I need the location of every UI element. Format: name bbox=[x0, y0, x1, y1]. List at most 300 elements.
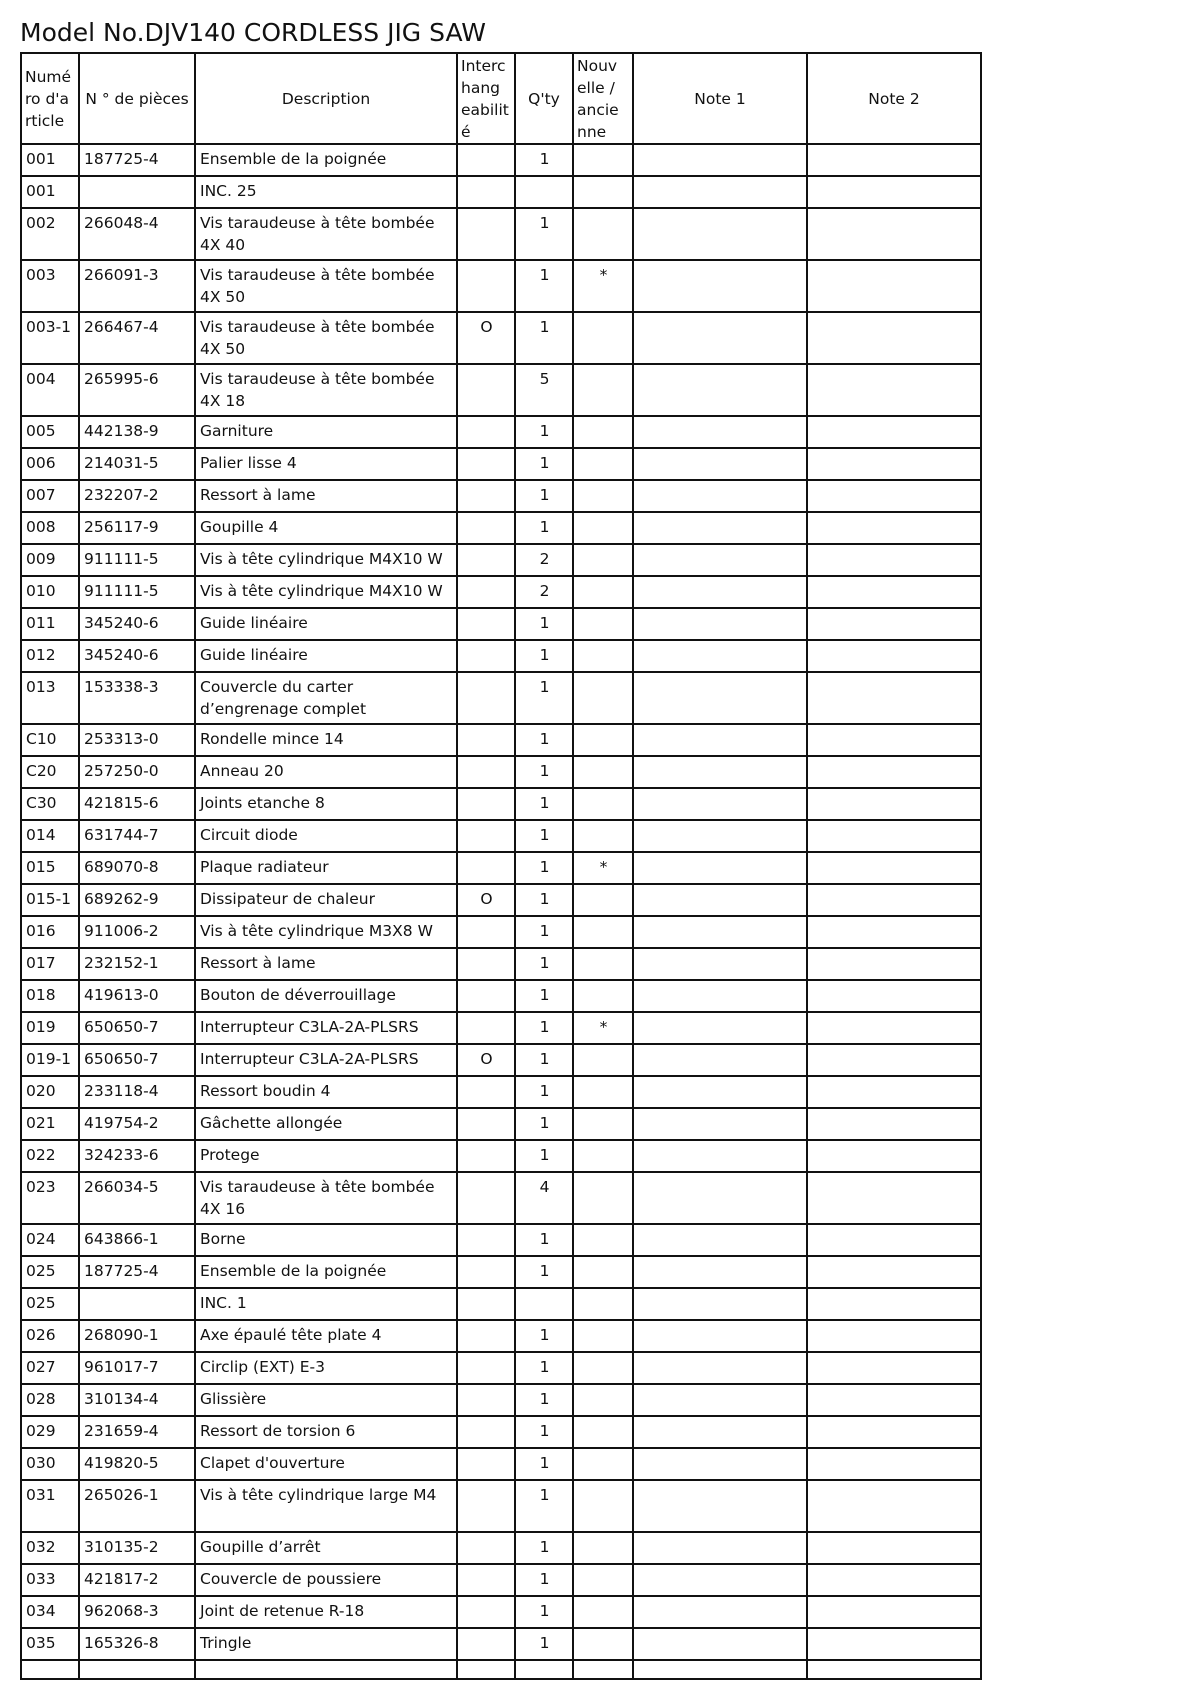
cell-description: Couvercle de poussiere bbox=[195, 1564, 457, 1596]
cell-part-no: 214031-5 bbox=[79, 448, 195, 480]
cell-part-no: 253313-0 bbox=[79, 724, 195, 756]
cell-description: Borne bbox=[195, 1224, 457, 1256]
cell-new-old bbox=[573, 1596, 633, 1628]
cell-item-no: 012 bbox=[21, 640, 79, 672]
cell-note-1 bbox=[633, 1172, 807, 1224]
table-body bbox=[21, 144, 981, 1679]
cell-item-no: 001 bbox=[21, 176, 79, 208]
cell-description: Vis à tête cylindrique M4X10 W bbox=[195, 576, 457, 608]
cell-note-1 bbox=[633, 820, 807, 852]
cell-part-no: 345240-6 bbox=[79, 640, 195, 672]
cell-qty bbox=[515, 1288, 573, 1320]
table-row bbox=[21, 1108, 981, 1140]
cell-qty bbox=[515, 1660, 573, 1679]
cell-part-no: 187725-4 bbox=[79, 1256, 195, 1288]
cell-qty: 1 bbox=[515, 1352, 573, 1384]
cell-part-no bbox=[79, 176, 195, 208]
cell-item-no: 006 bbox=[21, 448, 79, 480]
cell-item-no: 035 bbox=[21, 1628, 79, 1660]
cell-part-no: 153338-3 bbox=[79, 672, 195, 724]
page-title: Model No.DJV140 CORDLESS JIG SAW bbox=[20, 18, 486, 47]
cell-item-no: 017 bbox=[21, 948, 79, 980]
cell-item-no: 021 bbox=[21, 1108, 79, 1140]
cell-interchangeability: O bbox=[457, 1044, 515, 1076]
cell-part-no: 256117-9 bbox=[79, 512, 195, 544]
cell-qty: 1 bbox=[515, 852, 573, 884]
cell-note-2 bbox=[807, 608, 981, 640]
table-row bbox=[21, 640, 981, 672]
cell-note-2 bbox=[807, 1660, 981, 1679]
cell-interchangeability bbox=[457, 1564, 515, 1596]
cell-description: INC. 1 bbox=[195, 1288, 457, 1320]
cell-note-2 bbox=[807, 1448, 981, 1480]
cell-note-2 bbox=[807, 544, 981, 576]
cell-note-2 bbox=[807, 1480, 981, 1532]
cell-description: Vis à tête cylindrique M4X10 W bbox=[195, 544, 457, 576]
cell-part-no: 650650-7 bbox=[79, 1044, 195, 1076]
cell-note-2 bbox=[807, 1416, 981, 1448]
cell-new-old bbox=[573, 416, 633, 448]
cell-interchangeability bbox=[457, 608, 515, 640]
cell-note-1 bbox=[633, 1660, 807, 1679]
cell-note-1 bbox=[633, 1320, 807, 1352]
cell-new-old bbox=[573, 788, 633, 820]
cell-interchangeability bbox=[457, 1076, 515, 1108]
cell-new-old bbox=[573, 1416, 633, 1448]
cell-interchangeability bbox=[457, 1108, 515, 1140]
cell-note-1 bbox=[633, 416, 807, 448]
cell-new-old bbox=[573, 1108, 633, 1140]
cell-note-1 bbox=[633, 1352, 807, 1384]
cell-note-2 bbox=[807, 208, 981, 260]
table-row bbox=[21, 916, 981, 948]
cell-new-old bbox=[573, 980, 633, 1012]
table-row bbox=[21, 1384, 981, 1416]
cell-item-no: 004 bbox=[21, 364, 79, 416]
cell-qty: 1 bbox=[515, 480, 573, 512]
cell-description: Ensemble de la poignée bbox=[195, 1256, 457, 1288]
cell-interchangeability bbox=[457, 724, 515, 756]
header-note-1: Note 1 bbox=[633, 53, 807, 144]
header-new-old: Nouv elle / ancie nne bbox=[573, 53, 633, 144]
cell-note-2 bbox=[807, 480, 981, 512]
cell-item-no: 015 bbox=[21, 852, 79, 884]
cell-note-1 bbox=[633, 260, 807, 312]
cell-interchangeability bbox=[457, 916, 515, 948]
table-row bbox=[21, 448, 981, 480]
cell-note-2 bbox=[807, 980, 981, 1012]
cell-note-2 bbox=[807, 416, 981, 448]
cell-interchangeability: O bbox=[457, 884, 515, 916]
cell-item-no: 001 bbox=[21, 144, 79, 176]
table-row bbox=[21, 364, 981, 416]
cell-interchangeability bbox=[457, 1596, 515, 1628]
table-row bbox=[21, 480, 981, 512]
cell-part-no: 324233-6 bbox=[79, 1140, 195, 1172]
table-row bbox=[21, 1044, 981, 1076]
cell-note-1 bbox=[633, 576, 807, 608]
cell-note-2 bbox=[807, 1140, 981, 1172]
cell-interchangeability bbox=[457, 980, 515, 1012]
cell-qty: 1 bbox=[515, 980, 573, 1012]
cell-note-2 bbox=[807, 176, 981, 208]
cell-item-no: 025 bbox=[21, 1288, 79, 1320]
cell-description: Ressort à lame bbox=[195, 948, 457, 980]
cell-note-1 bbox=[633, 364, 807, 416]
cell-item-no bbox=[21, 1660, 79, 1679]
cell-note-2 bbox=[807, 364, 981, 416]
cell-new-old: * bbox=[573, 1012, 633, 1044]
cell-item-no: 018 bbox=[21, 980, 79, 1012]
cell-note-2 bbox=[807, 1044, 981, 1076]
cell-new-old bbox=[573, 480, 633, 512]
cell-qty: 2 bbox=[515, 544, 573, 576]
cell-note-2 bbox=[807, 820, 981, 852]
cell-note-1 bbox=[633, 1076, 807, 1108]
cell-interchangeability bbox=[457, 208, 515, 260]
cell-note-2 bbox=[807, 948, 981, 980]
cell-new-old bbox=[573, 820, 633, 852]
cell-description: Ressort à lame bbox=[195, 480, 457, 512]
cell-qty: 1 bbox=[515, 1564, 573, 1596]
cell-description: Vis taraudeuse à tête bombée 4X 16 bbox=[195, 1172, 457, 1224]
table-row bbox=[21, 756, 981, 788]
cell-new-old bbox=[573, 756, 633, 788]
cell-item-no: 031 bbox=[21, 1480, 79, 1532]
cell-description bbox=[195, 1660, 457, 1679]
cell-part-no: 419613-0 bbox=[79, 980, 195, 1012]
cell-new-old bbox=[573, 884, 633, 916]
table-row bbox=[21, 544, 981, 576]
cell-new-old bbox=[573, 448, 633, 480]
cell-note-2 bbox=[807, 1256, 981, 1288]
table-row bbox=[21, 1352, 981, 1384]
cell-description: Circlip (EXT) E-3 bbox=[195, 1352, 457, 1384]
cell-qty: 1 bbox=[515, 1416, 573, 1448]
table-row bbox=[21, 260, 981, 312]
cell-qty: 1 bbox=[515, 884, 573, 916]
cell-item-no: 025 bbox=[21, 1256, 79, 1288]
cell-part-no: 442138-9 bbox=[79, 416, 195, 448]
cell-description: Protege bbox=[195, 1140, 457, 1172]
cell-note-1 bbox=[633, 1224, 807, 1256]
cell-qty: 1 bbox=[515, 1448, 573, 1480]
cell-interchangeability bbox=[457, 364, 515, 416]
cell-note-2 bbox=[807, 1564, 981, 1596]
cell-part-no: 689070-8 bbox=[79, 852, 195, 884]
table-row bbox=[21, 1288, 981, 1320]
cell-note-1 bbox=[633, 608, 807, 640]
table-row bbox=[21, 1224, 981, 1256]
cell-qty: 1 bbox=[515, 1628, 573, 1660]
table-row bbox=[21, 1320, 981, 1352]
cell-part-no: 268090-1 bbox=[79, 1320, 195, 1352]
cell-new-old bbox=[573, 948, 633, 980]
cell-item-no: 005 bbox=[21, 416, 79, 448]
cell-new-old bbox=[573, 724, 633, 756]
cell-new-old bbox=[573, 1384, 633, 1416]
table-row bbox=[21, 1660, 981, 1679]
cell-qty: 1 bbox=[515, 1384, 573, 1416]
cell-note-1 bbox=[633, 312, 807, 364]
header-interchangeability: Interc hang eabilit é bbox=[457, 53, 515, 144]
cell-description: Clapet d'ouverture bbox=[195, 1448, 457, 1480]
cell-part-no: 232152-1 bbox=[79, 948, 195, 980]
header-qty: Q'ty bbox=[515, 53, 573, 144]
table-row bbox=[21, 176, 981, 208]
cell-description: Couvercle du carter d’engrenage complet bbox=[195, 672, 457, 724]
cell-part-no: 419820-5 bbox=[79, 1448, 195, 1480]
cell-description: Vis à tête cylindrique large M4 bbox=[195, 1480, 457, 1532]
cell-note-2 bbox=[807, 1108, 981, 1140]
cell-note-1 bbox=[633, 544, 807, 576]
cell-part-no bbox=[79, 1660, 195, 1679]
cell-qty: 1 bbox=[515, 1596, 573, 1628]
cell-item-no: 015-1 bbox=[21, 884, 79, 916]
cell-interchangeability bbox=[457, 416, 515, 448]
cell-interchangeability bbox=[457, 1532, 515, 1564]
cell-qty: 1 bbox=[515, 1224, 573, 1256]
cell-description: Circuit diode bbox=[195, 820, 457, 852]
cell-item-no: 010 bbox=[21, 576, 79, 608]
cell-interchangeability bbox=[457, 512, 515, 544]
cell-qty: 2 bbox=[515, 576, 573, 608]
cell-description: Glissière bbox=[195, 1384, 457, 1416]
cell-qty: 1 bbox=[515, 260, 573, 312]
table-row bbox=[21, 312, 981, 364]
cell-interchangeability bbox=[457, 1384, 515, 1416]
cell-note-2 bbox=[807, 1224, 981, 1256]
cell-note-2 bbox=[807, 576, 981, 608]
cell-note-2 bbox=[807, 640, 981, 672]
cell-note-1 bbox=[633, 948, 807, 980]
cell-interchangeability bbox=[457, 1448, 515, 1480]
cell-item-no: 032 bbox=[21, 1532, 79, 1564]
table-row bbox=[21, 1076, 981, 1108]
cell-note-2 bbox=[807, 672, 981, 724]
table-row bbox=[21, 144, 981, 176]
cell-note-1 bbox=[633, 788, 807, 820]
cell-note-1 bbox=[633, 916, 807, 948]
cell-new-old bbox=[573, 1448, 633, 1480]
cell-new-old bbox=[573, 1532, 633, 1564]
cell-interchangeability bbox=[457, 672, 515, 724]
cell-part-no: 911006-2 bbox=[79, 916, 195, 948]
cell-part-no: 231659-4 bbox=[79, 1416, 195, 1448]
cell-new-old bbox=[573, 1076, 633, 1108]
cell-note-1 bbox=[633, 1564, 807, 1596]
cell-item-no: 019 bbox=[21, 1012, 79, 1044]
cell-item-no: 003-1 bbox=[21, 312, 79, 364]
cell-new-old bbox=[573, 1224, 633, 1256]
cell-note-1 bbox=[633, 208, 807, 260]
cell-qty: 1 bbox=[515, 1532, 573, 1564]
cell-note-1 bbox=[633, 448, 807, 480]
cell-part-no: 266048-4 bbox=[79, 208, 195, 260]
cell-qty: 1 bbox=[515, 448, 573, 480]
cell-interchangeability bbox=[457, 1352, 515, 1384]
cell-note-2 bbox=[807, 916, 981, 948]
header-part-no: N ° de pièces bbox=[79, 53, 195, 144]
cell-note-2 bbox=[807, 1076, 981, 1108]
cell-item-no: 027 bbox=[21, 1352, 79, 1384]
cell-qty: 4 bbox=[515, 1172, 573, 1224]
cell-new-old bbox=[573, 512, 633, 544]
cell-description: Interrupteur C3LA-2A-PLSRS bbox=[195, 1044, 457, 1076]
cell-part-no: 266467-4 bbox=[79, 312, 195, 364]
cell-description: Guide linéaire bbox=[195, 608, 457, 640]
cell-item-no: 029 bbox=[21, 1416, 79, 1448]
table-row bbox=[21, 724, 981, 756]
table-row bbox=[21, 980, 981, 1012]
cell-part-no: 232207-2 bbox=[79, 480, 195, 512]
table-row bbox=[21, 576, 981, 608]
cell-note-1 bbox=[633, 724, 807, 756]
cell-qty: 1 bbox=[515, 788, 573, 820]
cell-note-1 bbox=[633, 176, 807, 208]
cell-note-1 bbox=[633, 1288, 807, 1320]
cell-interchangeability bbox=[457, 1288, 515, 1320]
cell-part-no: 233118-4 bbox=[79, 1076, 195, 1108]
cell-part-no: 266091-3 bbox=[79, 260, 195, 312]
cell-item-no: 019-1 bbox=[21, 1044, 79, 1076]
cell-qty: 1 bbox=[515, 1140, 573, 1172]
header-row bbox=[21, 53, 981, 144]
cell-qty: 5 bbox=[515, 364, 573, 416]
cell-qty bbox=[515, 176, 573, 208]
cell-item-no: 011 bbox=[21, 608, 79, 640]
cell-interchangeability bbox=[457, 260, 515, 312]
cell-note-1 bbox=[633, 884, 807, 916]
cell-note-1 bbox=[633, 1140, 807, 1172]
cell-new-old bbox=[573, 1320, 633, 1352]
cell-item-no: 016 bbox=[21, 916, 79, 948]
cell-interchangeability: O bbox=[457, 312, 515, 364]
cell-note-2 bbox=[807, 1320, 981, 1352]
cell-item-no: 007 bbox=[21, 480, 79, 512]
cell-item-no: 014 bbox=[21, 820, 79, 852]
cell-item-no: 013 bbox=[21, 672, 79, 724]
cell-item-no: 030 bbox=[21, 1448, 79, 1480]
cell-new-old bbox=[573, 1256, 633, 1288]
cell-new-old bbox=[573, 1564, 633, 1596]
cell-new-old bbox=[573, 576, 633, 608]
cell-qty: 1 bbox=[515, 416, 573, 448]
cell-part-no: 643866-1 bbox=[79, 1224, 195, 1256]
cell-part-no: 962068-3 bbox=[79, 1596, 195, 1628]
cell-qty: 1 bbox=[515, 640, 573, 672]
cell-description: Anneau 20 bbox=[195, 756, 457, 788]
table-row bbox=[21, 1172, 981, 1224]
cell-item-no: C30 bbox=[21, 788, 79, 820]
cell-interchangeability bbox=[457, 1172, 515, 1224]
cell-description: Plaque radiateur bbox=[195, 852, 457, 884]
cell-interchangeability bbox=[457, 1320, 515, 1352]
cell-qty: 1 bbox=[515, 1256, 573, 1288]
cell-new-old bbox=[573, 176, 633, 208]
cell-note-2 bbox=[807, 448, 981, 480]
cell-note-2 bbox=[807, 852, 981, 884]
cell-note-2 bbox=[807, 1596, 981, 1628]
cell-new-old bbox=[573, 1140, 633, 1172]
cell-description: Tringle bbox=[195, 1628, 457, 1660]
table-row bbox=[21, 1140, 981, 1172]
table-row bbox=[21, 884, 981, 916]
cell-note-2 bbox=[807, 1532, 981, 1564]
cell-description: Guide linéaire bbox=[195, 640, 457, 672]
cell-item-no: 026 bbox=[21, 1320, 79, 1352]
cell-part-no: 310135-2 bbox=[79, 1532, 195, 1564]
cell-part-no: 310134-4 bbox=[79, 1384, 195, 1416]
cell-description: Interrupteur C3LA-2A-PLSRS bbox=[195, 1012, 457, 1044]
cell-interchangeability bbox=[457, 1480, 515, 1532]
cell-description: Ressort de torsion 6 bbox=[195, 1416, 457, 1448]
cell-qty: 1 bbox=[515, 512, 573, 544]
cell-interchangeability bbox=[457, 640, 515, 672]
cell-new-old bbox=[573, 1660, 633, 1679]
table-row bbox=[21, 852, 981, 884]
cell-note-1 bbox=[633, 1448, 807, 1480]
cell-new-old bbox=[573, 1628, 633, 1660]
cell-interchangeability bbox=[457, 1660, 515, 1679]
cell-new-old bbox=[573, 640, 633, 672]
cell-qty: 1 bbox=[515, 1044, 573, 1076]
table-row bbox=[21, 672, 981, 724]
cell-new-old bbox=[573, 1352, 633, 1384]
cell-new-old: * bbox=[573, 852, 633, 884]
cell-part-no: 187725-4 bbox=[79, 144, 195, 176]
cell-part-no: 257250-0 bbox=[79, 756, 195, 788]
cell-note-2 bbox=[807, 144, 981, 176]
cell-qty: 1 bbox=[515, 820, 573, 852]
cell-interchangeability bbox=[457, 948, 515, 980]
cell-note-1 bbox=[633, 1256, 807, 1288]
cell-part-no: 911111-5 bbox=[79, 576, 195, 608]
cell-part-no: 165326-8 bbox=[79, 1628, 195, 1660]
cell-qty: 1 bbox=[515, 144, 573, 176]
cell-note-2 bbox=[807, 1352, 981, 1384]
cell-description: Vis taraudeuse à tête bombée 4X 50 bbox=[195, 260, 457, 312]
cell-note-1 bbox=[633, 1108, 807, 1140]
cell-description: Joints etanche 8 bbox=[195, 788, 457, 820]
cell-description: Rondelle mince 14 bbox=[195, 724, 457, 756]
cell-interchangeability bbox=[457, 852, 515, 884]
cell-item-no: 003 bbox=[21, 260, 79, 312]
cell-interchangeability bbox=[457, 576, 515, 608]
cell-qty: 1 bbox=[515, 1108, 573, 1140]
cell-new-old bbox=[573, 1044, 633, 1076]
table-row bbox=[21, 416, 981, 448]
cell-item-no: C10 bbox=[21, 724, 79, 756]
cell-qty: 1 bbox=[515, 1012, 573, 1044]
table-row bbox=[21, 1628, 981, 1660]
table-row bbox=[21, 512, 981, 544]
cell-note-1 bbox=[633, 852, 807, 884]
cell-interchangeability bbox=[457, 1416, 515, 1448]
cell-description: Goupille 4 bbox=[195, 512, 457, 544]
cell-description: Vis taraudeuse à tête bombée 4X 18 bbox=[195, 364, 457, 416]
cell-item-no: 033 bbox=[21, 1564, 79, 1596]
cell-description: Ressort boudin 4 bbox=[195, 1076, 457, 1108]
cell-description: INC. 25 bbox=[195, 176, 457, 208]
table-row bbox=[21, 1480, 981, 1532]
cell-new-old bbox=[573, 608, 633, 640]
table-row bbox=[21, 1012, 981, 1044]
cell-note-2 bbox=[807, 512, 981, 544]
cell-note-1 bbox=[633, 1012, 807, 1044]
cell-description: Gâchette allongée bbox=[195, 1108, 457, 1140]
cell-qty: 1 bbox=[515, 672, 573, 724]
